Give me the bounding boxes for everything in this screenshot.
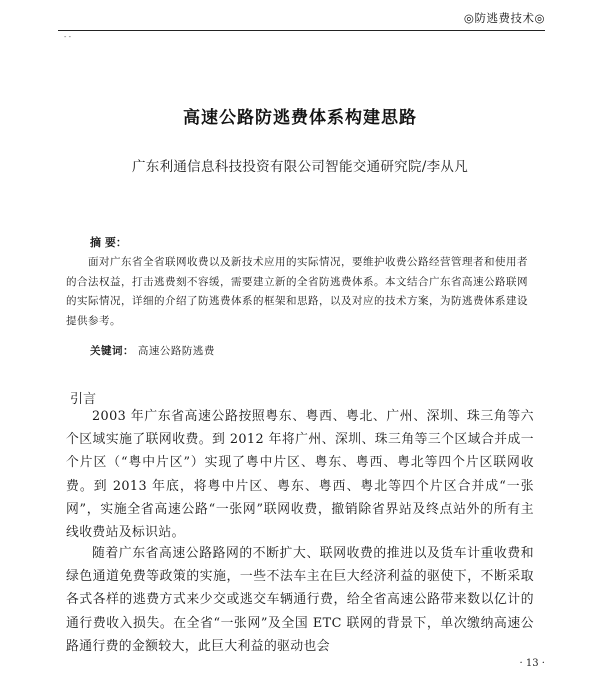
keywords bbox=[90, 343, 215, 358]
keywords-label: 关键词： bbox=[90, 345, 134, 357]
body-paragraph: 随着广东省高速公路路网的不断扩大、联网收费的推进以及货车计重收费和绿色通道免费等政策的实施，一些不法车主在巨大经济利益的驱使下，不断采取各式各样的逃费方式来少交或逃交车辆通行费，给全省高速公路带来数以亿计的通行费收入损失。在全省“一张网”及全国 ETC 联网的背景下，单次缴纳高速公路通行费的金额较大，此巨大利益的驱动也会 bbox=[66, 546, 534, 654]
paper-title: 高速公路防逃费体系构建思路 bbox=[183, 108, 417, 128]
abstract-text: 面对广东省全省联网收费以及新技术应用的实际情况，要维护收费公路经营管理者和使用者的合法权益，打击逃费刻不容缓，需要建立新的全省防逃费体系。本文结合广东省高速公路联网的实际情况，详细的介绍了防逃费体系的框架和思路，以及对应的技术方案，为防逃费体系建设提供参考。 bbox=[66, 256, 528, 327]
header-mark: - - bbox=[64, 33, 71, 41]
running-header: ◎防逃费技术◎ bbox=[463, 11, 545, 25]
section-heading-introduction: 引言 bbox=[70, 392, 97, 407]
header-rule bbox=[58, 30, 545, 31]
abstract-label: 摘 要： bbox=[90, 236, 127, 249]
body-paragraph: 2003 年广东省高速公路按照粤东、粤西、粤北、广州、深圳、珠三角等六个区域实施了联网收费。到 2012 年将广州、深圳、珠三角等三个区域合并成一个片区（“粤中片区”）实现了粤中片区、粤东、粤西、粤北等四个片区联网收费。到 2013 年底，将粤中片区、粤东、粤西、粤北等四个片区合并成“一张网”，实施全省高速公路“一张网”联网收费，撤销除省界站及终点站外的所有主线收费站及标识站。 bbox=[66, 409, 534, 541]
page-number: · 13 · bbox=[519, 658, 545, 669]
paper-authors: 广东利通信息科技投资有限公司智能交通研究院/李从凡 bbox=[131, 159, 469, 175]
keywords-text: 高速公路防逃费 bbox=[137, 345, 215, 357]
